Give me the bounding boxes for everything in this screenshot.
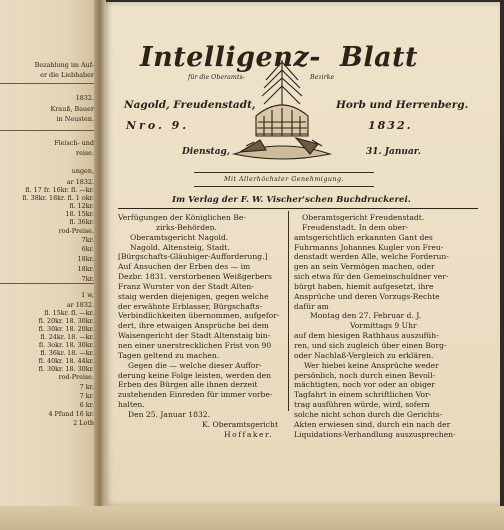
text-line: auf dem hiesigen Rathhaus auszufüh- — [294, 331, 439, 341]
issue-year: 1832. — [368, 119, 413, 132]
masthead-places-right: Horb und Herrenberg. — [336, 99, 469, 111]
page-edge — [0, 506, 504, 530]
left-page-line: Bezahlung im Auf- — [34, 61, 94, 69]
left-page-line: fl. 30kr. 18. 20kr. — [38, 325, 94, 333]
left-page-line: ar 1832. — [66, 178, 94, 186]
masthead-subtitle-left: für die Oberamts- — [188, 74, 245, 81]
text-line: persönlich, noch durch einen Bevoll- — [294, 370, 436, 380]
left-page-line: fl. 20kr. 18. 30kr. — [38, 317, 94, 325]
text-line: Gegen die — welche dieser Auffor- — [128, 360, 262, 370]
text-line: Liquidations-Verhandlung auszusprechen- — [294, 429, 456, 439]
text-line: Nagold. Altensteig, Stadt. — [130, 242, 230, 252]
masthead-title-left: Intelligenz- — [140, 42, 321, 73]
left-page-line: fl. 30kr. 18. 30kr. — [38, 365, 94, 373]
court-heading: Oberamtsgericht Freudenstadt. — [302, 213, 425, 222]
left-page-line: ungen, — [71, 167, 94, 175]
announcement-column-left — [118, 213, 284, 439]
left-page-line: 2 Loth — [73, 419, 94, 427]
text-line: solche nicht schon durch die Gerichts- — [294, 409, 443, 419]
text-line: halten. — [118, 400, 145, 410]
divider — [0, 283, 96, 284]
left-page-line: 1 w, — [81, 291, 94, 299]
left-page-line: reise. — [76, 149, 94, 157]
text-line: sich etwa für den Gemeinschuldner ver- — [294, 272, 449, 282]
text-line: Wer hiebei keine Ansprüche weder — [304, 360, 439, 370]
issue-number: Nro. 9. — [126, 119, 190, 132]
left-page-line: 18kr. — [77, 265, 94, 273]
left-page-line: 7kr. — [81, 275, 94, 283]
left-page-line: er die Liebhaber — [40, 71, 94, 79]
left-page-line: rod-Preise. — [58, 227, 94, 235]
left-page-line: Krauß, Bauer — [50, 105, 94, 113]
text-line: mächtigten, noch vor oder an obiger — [294, 380, 436, 390]
publisher-line: Im Verlag der F. W. Vischer'schen Buchdruckerei. — [172, 195, 411, 205]
left-page-line: 1832. — [75, 94, 94, 102]
text-line: oder Nachlaß-Vergleich zu erklären. — [294, 350, 434, 360]
left-page-line: fl. 12kr. — [69, 202, 94, 210]
text-line: zustehenden Einreden für immer vorbe- — [118, 390, 273, 400]
text-line: dafür am — [294, 301, 329, 311]
left-page-line: fl. 15kr. fl. —kr. — [44, 309, 94, 317]
text-line: [Bürgschafts-Gläubiger-Aufforderung.] — [118, 252, 268, 262]
left-page — [0, 0, 100, 506]
text-line: bürgt haben, hiemit aufgesetzt, ihre — [294, 281, 434, 291]
text-line: Tagfahrt in einem schriftlichen Vor- — [294, 390, 432, 400]
text-line: Fuhrmanns Johannes Kugler von Freu- — [294, 242, 444, 252]
left-page-line: fl. 38kr. 18kr. fl. 1 okr. — [22, 194, 94, 202]
left-page-line: fl. 36kr. — [69, 218, 94, 226]
left-page-line: fl. 36kr. 18. —kr. — [40, 349, 94, 357]
signature-office: K. Oberamtsgericht — [202, 419, 278, 429]
text-line: der erwähnte Erblasser, Bürgschafts- — [118, 301, 263, 311]
left-page-line: fl. 17 fr. 16kr. fl. —kr. — [25, 186, 94, 194]
text-line: Akten erwiesen sind, durch ein nach der — [294, 419, 451, 429]
column-divider — [288, 211, 289, 411]
text-line: Dezbr. 1831. verstorbenen Weißgerbers — [118, 272, 272, 282]
left-page-line: 7 kr. — [79, 383, 94, 391]
left-page-line: in Neusten. — [56, 115, 94, 123]
masthead-title-right: Blatt — [340, 42, 419, 73]
text-line: Ansprüche und deren Vorzugs-Rechte — [294, 291, 440, 301]
left-page-line: 7kr. — [81, 236, 94, 244]
section-heading: Verfügungen der Königlichen Be- — [118, 213, 246, 222]
signature-name: Hoffaker. — [224, 429, 274, 439]
issue-weekday: Dienstag, — [182, 147, 230, 157]
left-page-line: 6 kr. — [79, 401, 94, 409]
divider — [194, 172, 374, 173]
appointment-date: Montag den 27. Februar d. J. — [310, 311, 422, 321]
privilege-notice: Mit Allerhöchster Genehmigung. — [224, 176, 344, 183]
text-line: Auf Ansuchen der Erben des — im — [118, 262, 251, 272]
court-heading: Oberamtsgericht Nagold. — [130, 232, 229, 242]
text-line: nen einer unerstrecklichen Frist von 90 — [118, 340, 272, 350]
text-line: Waisengericht der Stadt Altenstaig bin- — [118, 331, 271, 341]
text-line: amtsgerichtlich erkannten Gant des — [294, 232, 433, 242]
left-page-line: Fleisch- und — [54, 139, 94, 147]
beehive-emblem-icon — [226, 54, 338, 172]
announcement-column-right — [294, 213, 470, 439]
text-line: trag ausführen würde, wird, sofern — [294, 400, 430, 410]
left-page-line: ar 1832. — [66, 301, 94, 309]
header-rule — [118, 208, 478, 209]
text-line: ren, und sich zugleich über einen Borg- — [294, 340, 447, 350]
text-line: gen an sein Vermögen machen, oder — [294, 262, 435, 272]
divider — [0, 83, 96, 84]
masthead-places-left: Nagold, Freudenstadt, — [124, 99, 256, 111]
left-page-line: 6kr. — [81, 245, 94, 253]
text-line: Freudenstadt. In dem ober- — [302, 222, 409, 232]
appointment-time: Vormittags 9 Uhr — [350, 321, 417, 331]
section-heading: zirks-Behörden. — [156, 222, 217, 232]
left-page-line: 4 Pfund 16 kr. — [48, 410, 94, 418]
masthead-subtitle-right: Bezirke — [310, 74, 335, 81]
left-page-line: fl. 40kr. 18. 44kr. — [38, 357, 94, 365]
text-line: Tagen geltend zu machen. — [118, 350, 220, 360]
text-line: derung keine Folge leisten, werden den — [118, 370, 272, 380]
text-line: denstadt werden Alle, welche Forderun- — [294, 252, 449, 262]
front-page — [104, 2, 500, 506]
divider — [194, 186, 374, 187]
text-line: Verbindlichkeiten übernommen, aufgefor- — [118, 311, 280, 321]
left-page-line: fl. 24kr. 18. —kr. — [40, 333, 94, 341]
left-page-line: fl. 3okr. 18. 30kr. — [38, 341, 94, 349]
left-page-line: 18. 15kr. — [65, 210, 94, 218]
divider — [0, 130, 96, 131]
left-page-line: 18kr. — [77, 255, 94, 263]
text-line: Franz Wurster von der Stadt Alten- — [118, 281, 254, 291]
text-line: staig werden diejenigen, gegen welche — [118, 291, 269, 301]
text-line: Erben des Bürgen alle ihnen derzeit — [118, 380, 258, 390]
left-page-line: rod-Preise. — [58, 373, 94, 381]
date-line: Den 25. Januar 1832. — [128, 409, 211, 419]
issue-date: 31. Januar. — [366, 147, 421, 157]
left-page-line: 7 kr. — [79, 392, 94, 400]
text-line: dert, ihre etwaigen Ansprüche bei dem — [118, 321, 269, 331]
